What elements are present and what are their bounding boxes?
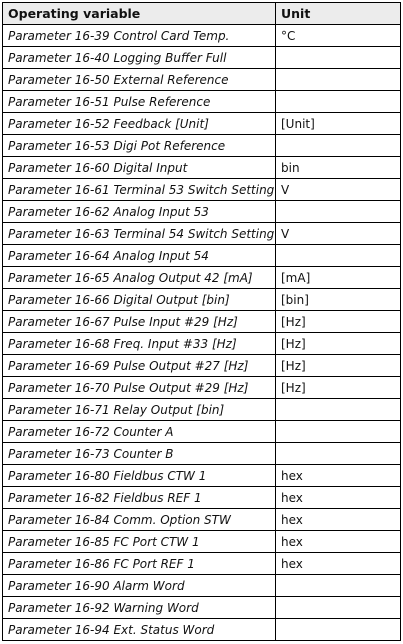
unit-cell: [Hz]	[276, 377, 401, 399]
operating-variable-cell: Parameter 16-39 Control Card Temp.	[3, 25, 276, 47]
unit-cell	[276, 575, 401, 597]
unit-cell: hex	[276, 465, 401, 487]
unit-cell	[276, 399, 401, 421]
table-row	[3, 399, 401, 421]
unit-cell: °C	[276, 25, 401, 47]
unit-cell	[276, 597, 401, 619]
operating-variable-cell: Parameter 16-63 Terminal 54 Switch Setting	[3, 223, 276, 245]
operating-variable-cell: Parameter 16-62 Analog Input 53	[3, 201, 276, 223]
unit-cell: hex	[276, 509, 401, 531]
table-row	[3, 509, 401, 531]
operating-variable-cell: Parameter 16-51 Pulse Reference	[3, 91, 276, 113]
operating-variable-cell: Parameter 16-65 Analog Output 42 [mA]	[3, 267, 276, 289]
operating-variable-cell: Parameter 16-61 Terminal 53 Switch Setting	[3, 179, 276, 201]
table-row	[3, 333, 401, 355]
table-row	[3, 377, 401, 399]
unit-cell	[276, 91, 401, 113]
operating-variable-cell: Parameter 16-82 Fieldbus REF 1	[3, 487, 276, 509]
table-row	[3, 135, 401, 157]
table-row	[3, 289, 401, 311]
unit-cell: V	[276, 223, 401, 245]
operating-variable-cell: Parameter 16-86 FC Port REF 1	[3, 553, 276, 575]
operating-variable-cell: Parameter 16-90 Alarm Word	[3, 575, 276, 597]
unit-cell	[276, 245, 401, 267]
table-row	[3, 157, 401, 179]
table-row	[3, 25, 401, 47]
table-row	[3, 311, 401, 333]
operating-variable-cell: Parameter 16-73 Counter B	[3, 443, 276, 465]
unit-cell: [mA]	[276, 267, 401, 289]
unit-cell: hex	[276, 531, 401, 553]
unit-cell: [Hz]	[276, 311, 401, 333]
table-row	[3, 575, 401, 597]
operating-variables-table	[2, 2, 401, 641]
unit-cell	[276, 619, 401, 641]
operating-variable-cell: Parameter 16-70 Pulse Output #29 [Hz]	[3, 377, 276, 399]
operating-variable-cell: Parameter 16-67 Pulse Input #29 [Hz]	[3, 311, 276, 333]
table-row	[3, 179, 401, 201]
table-row	[3, 531, 401, 553]
operating-variable-cell: Parameter 16-52 Feedback [Unit]	[3, 113, 276, 135]
unit-cell: [bin]	[276, 289, 401, 311]
operating-variable-cell: Parameter 16-64 Analog Input 54	[3, 245, 276, 267]
unit-cell: V	[276, 179, 401, 201]
unit-cell: hex	[276, 553, 401, 575]
table-row	[3, 553, 401, 575]
operating-variable-cell: Parameter 16-84 Comm. Option STW	[3, 509, 276, 531]
operating-variable-cell: Parameter 16-94 Ext. Status Word	[3, 619, 276, 641]
table-row	[3, 465, 401, 487]
header-operating-variable: Operating variable	[3, 3, 276, 25]
unit-cell	[276, 443, 401, 465]
table-row	[3, 597, 401, 619]
table-row	[3, 267, 401, 289]
header-row	[3, 3, 401, 25]
table-row	[3, 91, 401, 113]
table-row	[3, 223, 401, 245]
table-row	[3, 487, 401, 509]
operating-variable-cell: Parameter 16-80 Fieldbus CTW 1	[3, 465, 276, 487]
table-header	[3, 3, 401, 25]
unit-cell	[276, 47, 401, 69]
table-body	[3, 25, 401, 641]
operating-variable-cell: Parameter 16-50 External Reference	[3, 69, 276, 91]
unit-cell: [Hz]	[276, 355, 401, 377]
table-row	[3, 69, 401, 91]
header-unit: Unit	[276, 3, 401, 25]
unit-cell	[276, 421, 401, 443]
table-row	[3, 619, 401, 641]
operating-variable-cell: Parameter 16-66 Digital Output [bin]	[3, 289, 276, 311]
operating-variable-cell: Parameter 16-92 Warning Word	[3, 597, 276, 619]
unit-cell: [Hz]	[276, 333, 401, 355]
unit-cell	[276, 201, 401, 223]
operating-variable-cell: Parameter 16-71 Relay Output [bin]	[3, 399, 276, 421]
unit-cell: [Unit]	[276, 113, 401, 135]
operating-variable-cell: Parameter 16-85 FC Port CTW 1	[3, 531, 276, 553]
unit-cell	[276, 69, 401, 91]
unit-cell: bin	[276, 157, 401, 179]
table-row	[3, 355, 401, 377]
table-row	[3, 421, 401, 443]
operating-variable-cell: Parameter 16-53 Digi Pot Reference	[3, 135, 276, 157]
table-row	[3, 245, 401, 267]
table-row	[3, 201, 401, 223]
table-row	[3, 47, 401, 69]
operating-variable-cell: Parameter 16-60 Digital Input	[3, 157, 276, 179]
operating-variable-cell: Parameter 16-69 Pulse Output #27 [Hz]	[3, 355, 276, 377]
table-row	[3, 113, 401, 135]
operating-variable-cell: Parameter 16-40 Logging Buffer Full	[3, 47, 276, 69]
table-row	[3, 443, 401, 465]
unit-cell	[276, 135, 401, 157]
operating-variable-cell: Parameter 16-72 Counter A	[3, 421, 276, 443]
operating-variable-cell: Parameter 16-68 Freq. Input #33 [Hz]	[3, 333, 276, 355]
unit-cell: hex	[276, 487, 401, 509]
